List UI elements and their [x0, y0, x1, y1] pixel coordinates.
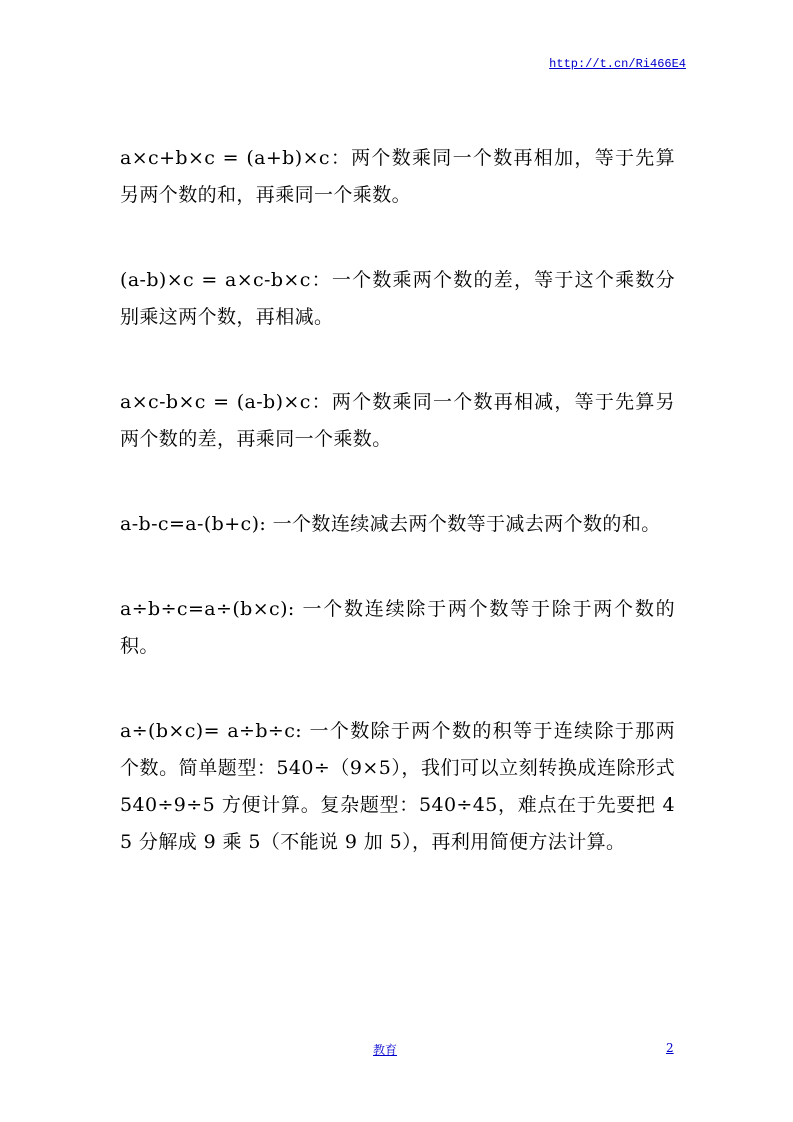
paragraph-1: a×c+b×c = (a+b)×c：两个数乘同一个数再相加，等于先算另两个数的和，再乘同一个乘数。 — [120, 147, 675, 206]
paragraph-3: a×c-b×c = (a-b)×c：两个数乘同一个数再相减，等于先算另两个数的差，再乘同一个乘数。 — [120, 391, 675, 450]
paragraph-2: (a-b)×c = a×c-b×c：一个数乘两个数的差，等于这个乘数分别乘这两个数，再相减。 — [120, 269, 675, 328]
page-number[interactable]: 2 — [666, 1041, 674, 1055]
footer-category-link[interactable]: 教育 — [373, 1043, 398, 1057]
header-url-link[interactable]: http://t.cn/Ri466E4 — [549, 57, 686, 71]
paragraph-4: a-b-c=a-(b+c): 一个数连续减去两个数等于减去两个数的和。 — [120, 513, 661, 535]
paragraph-6: a÷(b×c)= a÷b÷c: 一个数除于两个数的积等于连续除于那两个数。简单题型：540÷（9×5），我们可以立刻转换成连除形式 540÷9÷5 方便计算。复杂题型：540÷45，难点在于先要把 45 分解成 9 乘 5（不能说 9 加 5），再利用简便方法计算。 — [120, 720, 675, 853]
paragraph-5: a÷b÷c=a÷(b×c): 一个数连续除于两个数等于除于两个数的积。 — [120, 598, 675, 657]
document-body — [120, 140, 675, 909]
